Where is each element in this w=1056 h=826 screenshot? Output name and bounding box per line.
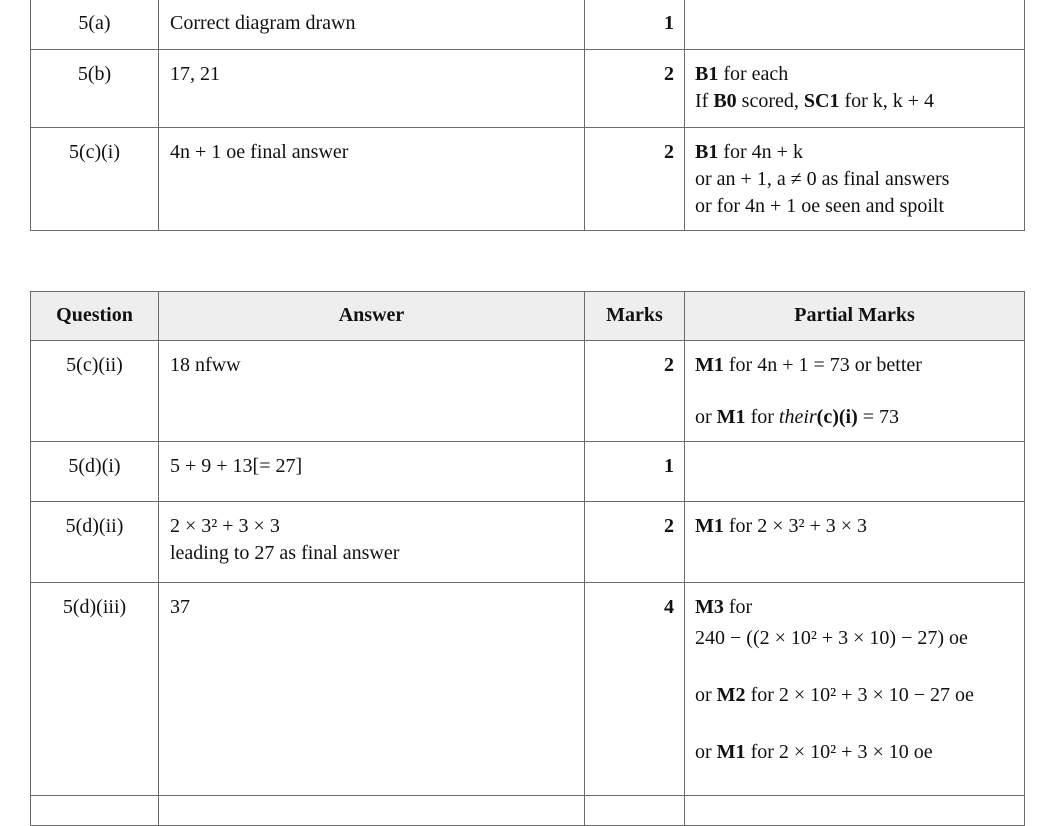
question-cell: 5(d)(iii) [31, 583, 159, 796]
question-cell: 5(c)(ii) [31, 341, 159, 442]
answer-cell [159, 502, 585, 583]
mark-code: B0 [713, 90, 737, 112]
partial-line [695, 88, 1018, 115]
partial-text: their [778, 406, 817, 428]
answer-cell [159, 796, 585, 826]
partial-text: If [695, 90, 714, 112]
partial-text: (c)(i) [816, 406, 858, 428]
question-cell: 5(a) [31, 0, 159, 50]
question-cell: 5(d)(i) [31, 442, 159, 502]
partial-marks-cell [685, 341, 1025, 442]
partial-line [695, 352, 1018, 379]
partial-line [695, 61, 1018, 88]
answer-cell: 37 [159, 583, 585, 796]
table-row [31, 341, 1025, 442]
header-marks: Marks [585, 292, 685, 341]
question-cell [31, 796, 159, 826]
table-row [31, 50, 1025, 128]
partial-marks-cell [685, 796, 1025, 826]
mark-code: M3 [695, 596, 724, 618]
mark-code: B1 [695, 141, 719, 163]
partial-line [695, 404, 1018, 431]
partial-text: or [695, 406, 717, 428]
mark-scheme-table-bottom [30, 291, 1025, 826]
table-row [31, 0, 1025, 50]
partial-marks-cell [685, 0, 1025, 50]
partial-text: for 4n + 1 = 73 or better [723, 354, 922, 376]
table-row [31, 442, 1025, 502]
question-cell: 5(b) [31, 50, 159, 128]
mark-code: M1 [716, 406, 746, 428]
table-row [31, 128, 1025, 231]
question-cell: 5(d)(ii) [31, 502, 159, 583]
marks-cell [585, 796, 685, 826]
partial-marks-cell [685, 50, 1025, 128]
partial-line [695, 139, 1018, 166]
answer-line: 2 × 3² + 3 × 3 [170, 515, 280, 537]
marks-cell: 4 [585, 583, 685, 796]
partial-text: for 2 × 10² + 3 × 10 − 27 oe [745, 684, 974, 706]
table-row [31, 502, 1025, 583]
marks-cell: 1 [585, 0, 685, 50]
question-cell: 5(c)(i) [31, 128, 159, 231]
answer-cell: 5 + 9 + 13[= 27] [159, 442, 585, 502]
partial-text: or [695, 684, 717, 706]
marks-cell: 2 [585, 502, 685, 583]
partial-line [695, 739, 1018, 766]
partial-marks-cell [685, 502, 1025, 583]
answer-cell: Correct diagram drawn [159, 0, 585, 50]
partial-line [695, 513, 1018, 540]
partial-text: for each [718, 63, 789, 85]
mark-code: M2 [716, 684, 746, 706]
mark-code: M1 [695, 354, 724, 376]
partial-text: for 2 × 3² + 3 × 3 [723, 515, 868, 537]
partial-text: for k, k + 4 [839, 90, 935, 112]
mark-code: B1 [695, 63, 719, 85]
marks-cell: 2 [585, 128, 685, 231]
partial-text: = 73 [857, 406, 900, 428]
answer-line: leading to 27 as final answer [170, 542, 400, 564]
partial-marks-cell [685, 583, 1025, 796]
partial-text: for 4n + k [718, 141, 803, 163]
partial-text: for [745, 406, 779, 428]
mark-scheme-table-top [30, 0, 1025, 231]
partial-text: scored, [736, 90, 804, 112]
partial-line [695, 594, 1018, 621]
partial-line: or for 4n + 1 oe seen and spoilt [695, 195, 945, 217]
partial-text: for [723, 596, 753, 618]
partial-line: 240 − ((2 × 10² + 3 × 10) − 27) oe [695, 627, 968, 649]
partial-text: or [695, 741, 717, 763]
header-row [31, 292, 1025, 341]
answer-cell: 17, 21 [159, 50, 585, 128]
mark-code: SC1 [803, 90, 840, 112]
table-row [31, 796, 1025, 826]
partial-text: for 2 × 10² + 3 × 10 oe [745, 741, 933, 763]
marks-cell: 2 [585, 341, 685, 442]
marks-cell: 1 [585, 442, 685, 502]
header-partial-marks: Partial Marks [685, 292, 1025, 341]
partial-line: or an + 1, a ≠ 0 as final answers [695, 168, 950, 190]
header-question: Question [31, 292, 159, 341]
answer-cell: 4n + 1 oe final answer [159, 128, 585, 231]
table-row [31, 583, 1025, 796]
mark-code: M1 [695, 515, 724, 537]
partial-line [695, 682, 1018, 709]
partial-marks-cell [685, 128, 1025, 231]
header-answer: Answer [159, 292, 585, 341]
partial-marks-cell [685, 442, 1025, 502]
answer-cell: 18 nfww [159, 341, 585, 442]
mark-code: M1 [716, 741, 746, 763]
marks-cell: 2 [585, 50, 685, 128]
